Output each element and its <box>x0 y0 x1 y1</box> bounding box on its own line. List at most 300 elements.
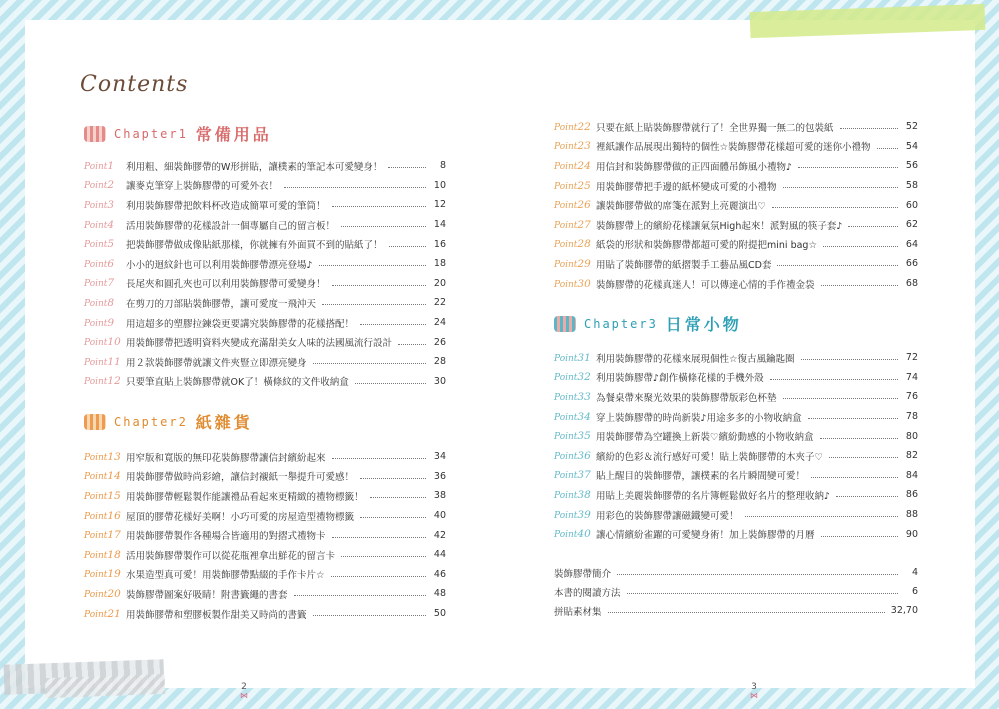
entry-title: 用裝飾膠帶把透明資料夾變成充滿甜美女人味的法國風流行設計 <box>126 338 393 350</box>
toc-entry[interactable] <box>84 332 446 352</box>
page-reference: 44 <box>433 549 446 561</box>
page-reference: 84 <box>905 469 918 481</box>
toc-entry[interactable] <box>554 446 918 466</box>
page-reference: 50 <box>433 608 446 620</box>
entry-title: 拼貼素材集 <box>554 606 602 618</box>
leader-dots <box>313 615 426 616</box>
entry-title: 只要筆直貼上裝飾膠帶就OK了！橫條紋的文件收納盒 <box>126 377 349 389</box>
point-prefix: Point <box>554 530 578 541</box>
leader-dots <box>331 576 426 577</box>
leader-dots <box>783 187 898 188</box>
point-digit: 34 <box>577 410 591 423</box>
point-digit: 26 <box>577 199 591 212</box>
leader-dots <box>811 477 898 478</box>
entry-title: 裝飾膠帶的花樣真迷人！可以傳達心情的手作禮金袋 <box>596 279 815 291</box>
point-number <box>554 391 596 403</box>
tape-roll-icon <box>554 316 576 332</box>
point-digit: 15 <box>107 489 121 502</box>
toc-entry[interactable] <box>554 407 918 427</box>
point-number <box>554 160 596 172</box>
entry-title: 用這超多的塑膠拉鍊袋更要講究裝飾膠帶的花樣搭配！ <box>126 318 355 330</box>
toc-entry[interactable] <box>554 368 918 388</box>
point-digit: 16 <box>107 509 121 522</box>
toc-entry[interactable] <box>84 565 446 585</box>
toc-entry[interactable] <box>84 447 446 467</box>
point-prefix: Point <box>554 279 578 290</box>
toc-entry[interactable] <box>554 466 918 486</box>
page-number-text: 3 <box>751 682 757 692</box>
toc-entry[interactable] <box>84 254 446 274</box>
toc-entry[interactable] <box>84 195 446 215</box>
leader-dots <box>294 595 426 596</box>
point-prefix: Point <box>84 531 108 542</box>
leader-dots <box>332 206 426 207</box>
point-number <box>554 238 596 250</box>
point-number <box>84 451 126 463</box>
page-reference: 80 <box>905 430 918 442</box>
page-reference: 60 <box>905 199 918 211</box>
point-number <box>84 588 126 600</box>
point-digit: 11 <box>107 355 121 368</box>
entry-title: 把裝飾膠帶做成像貼紙那樣，你就擁有外面買不到的貼紙了！ <box>126 240 383 252</box>
entry-title: 屋頂的膠帶花樣好美啊！小巧可愛的房屋造型禮物標籤 <box>126 511 355 523</box>
point-number <box>84 336 126 348</box>
page-number-left <box>234 682 254 700</box>
point-digit: 30 <box>577 277 591 290</box>
point-digit: 31 <box>577 351 591 364</box>
page-reference: 30 <box>433 375 446 387</box>
point-number <box>84 179 126 191</box>
point-digit: 36 <box>577 449 591 462</box>
toc-entry[interactable] <box>84 545 446 565</box>
chapter-name: 紙雜貨 <box>195 413 253 432</box>
page-reference: 90 <box>905 528 918 540</box>
point-prefix: Point <box>84 589 108 600</box>
point-digit: 39 <box>577 508 591 521</box>
page-reference: 4 <box>911 567 918 578</box>
page-reference: 52 <box>905 121 918 133</box>
entry-title: 用彩色的裝飾膠帶讓磁鐵變可愛！ <box>596 510 739 522</box>
leader-dots <box>332 537 426 538</box>
toc-entry[interactable] <box>84 352 446 372</box>
leader-dots <box>332 458 426 459</box>
point-digit: 12 <box>107 375 121 388</box>
point-number <box>554 121 596 133</box>
toc-entry[interactable] <box>84 525 446 545</box>
toc-entry[interactable] <box>84 467 446 487</box>
leader-dots <box>319 265 426 266</box>
contents-title: Contents <box>80 72 189 97</box>
point-number <box>84 199 126 211</box>
toc-entry[interactable] <box>554 137 918 157</box>
page-reference: 24 <box>433 317 446 329</box>
leader-dots <box>389 246 426 247</box>
leader-dots <box>848 226 898 227</box>
chapter-name: 日常小物 <box>665 315 742 334</box>
entry-title: 水果造型真可愛！用裝飾膠帶點綴的手作卡片☆ <box>126 570 325 582</box>
toc-entry[interactable] <box>554 235 918 255</box>
toc-entry[interactable] <box>84 313 446 333</box>
chapter-2-list <box>84 447 446 623</box>
page-reference: 34 <box>433 451 446 463</box>
toc-entry[interactable] <box>84 176 446 196</box>
entry-title: 繽紛的色彩＆流行感好可愛！貼上裝飾膠帶的木夾子♡ <box>596 451 824 463</box>
point-prefix: Point <box>554 432 578 443</box>
leader-dots <box>388 167 426 168</box>
page-reference: 8 <box>439 160 446 172</box>
entry-title: 利用裝飾膠帶♪創作橫條花樣的手機外殼 <box>596 373 764 385</box>
toc-entry[interactable] <box>554 387 918 407</box>
point-digit: 7 <box>107 277 115 290</box>
point-prefix: Point <box>84 259 108 270</box>
point-digit: 24 <box>577 159 591 172</box>
leader-dots <box>836 496 898 497</box>
toc-entry[interactable] <box>554 582 918 601</box>
point-digit: 6 <box>107 257 115 270</box>
point-digit: 9 <box>107 316 115 329</box>
point-number <box>84 277 126 289</box>
point-prefix: Point <box>84 298 108 309</box>
point-prefix: Point <box>554 122 578 133</box>
entry-title: 用裝飾膠帶把手邊的紙杯變成可愛的小禮物 <box>596 181 777 193</box>
chapter-label: Chapter3 <box>584 316 658 331</box>
point-number <box>84 356 126 368</box>
toc-entry[interactable] <box>554 426 918 446</box>
page-reference: 82 <box>905 450 918 462</box>
point-number <box>84 549 126 561</box>
point-digit: 3 <box>107 198 115 211</box>
decorative-tape-grey-2 <box>45 674 166 698</box>
point-prefix: Point <box>84 318 108 329</box>
page-reference: 26 <box>433 336 446 348</box>
point-prefix: Point <box>554 490 578 501</box>
point-digit: 38 <box>577 488 591 501</box>
leader-dots <box>360 478 426 479</box>
point-digit: 4 <box>107 218 115 231</box>
point-number <box>84 258 126 270</box>
toc-entry[interactable] <box>84 486 446 506</box>
entry-title: 用信封和裝飾膠帶做的正四面體吊飾風小禮物♪ <box>596 161 793 173</box>
page-reference: 72 <box>905 352 918 364</box>
leader-dots <box>341 226 426 227</box>
chapter-label: Chapter2 <box>114 414 188 429</box>
page-reference: 36 <box>433 470 446 482</box>
ribbon-icon: ⋈ <box>750 691 758 700</box>
leader-dots <box>341 556 426 557</box>
leader-dots <box>798 167 898 168</box>
point-number <box>84 608 126 620</box>
point-digit: 13 <box>107 450 121 463</box>
toc-entry[interactable] <box>554 348 918 368</box>
page-reference: 22 <box>433 297 446 309</box>
toc-entry[interactable] <box>84 604 446 624</box>
leader-dots <box>821 536 898 537</box>
toc-entry[interactable] <box>84 234 446 254</box>
point-number <box>554 219 596 231</box>
entry-title: 讓裝飾膠帶做的席箋在派對上亮麗演出♡ <box>596 201 767 213</box>
point-number <box>554 528 596 540</box>
page-reference: 20 <box>433 277 446 289</box>
leader-dots <box>284 187 426 188</box>
point-number <box>84 219 126 231</box>
leader-dots <box>801 359 898 360</box>
page-reference: 88 <box>905 509 918 521</box>
page-reference: 38 <box>433 490 446 502</box>
point-prefix: Point <box>84 472 108 483</box>
entry-title: 讓心情繽紛雀躍的可愛變身術！加上裝飾膠帶的月曆 <box>596 530 815 542</box>
point-prefix: Point <box>84 181 108 192</box>
page-reference: 62 <box>905 219 918 231</box>
point-prefix: Point <box>84 452 108 463</box>
point-prefix: Point <box>554 392 578 403</box>
toc-entry[interactable] <box>84 293 446 313</box>
page-reference: 74 <box>905 371 918 383</box>
point-prefix: Point <box>84 357 108 368</box>
point-number <box>554 140 596 152</box>
leader-dots <box>777 265 898 266</box>
entry-title: 用窄版和寬版的無印花裝飾膠帶讓信封繽紛起來 <box>126 452 326 464</box>
point-digit: 28 <box>577 238 591 251</box>
point-number <box>554 430 596 442</box>
point-number <box>84 510 126 522</box>
entry-title: 用２款裝飾膠帶就讓文件夾豎立即漂亮變身 <box>126 357 307 369</box>
leader-dots <box>745 516 898 517</box>
leader-dots <box>355 383 426 384</box>
chapter-label: Chapter1 <box>114 126 188 141</box>
entry-title: 用裝飾膠帶為空罐換上新裝♡繽紛動感的小物收納盒 <box>596 432 814 444</box>
page-reference: 42 <box>433 529 446 541</box>
page-reference: 76 <box>905 391 918 403</box>
page-number-right <box>744 682 764 700</box>
point-number <box>84 297 126 309</box>
point-digit: 37 <box>577 469 591 482</box>
leader-dots <box>820 438 898 439</box>
point-prefix: Point <box>554 451 578 462</box>
point-number <box>554 489 596 501</box>
point-number <box>84 568 126 580</box>
entry-title: 為餐桌帶來聚光效果的裝飾膠帶版彩色杯墊 <box>596 392 777 404</box>
point-prefix: Point <box>84 377 108 388</box>
page-reference: 86 <box>905 489 918 501</box>
leader-dots <box>783 398 898 399</box>
point-number <box>554 450 596 462</box>
leader-dots <box>823 246 898 247</box>
entry-title: 活用裝飾膠帶製作可以從花瓶裡拿出鮮花的留言卡 <box>126 550 336 562</box>
point-digit: 18 <box>107 548 121 561</box>
point-digit: 21 <box>107 607 121 620</box>
toc-entry[interactable] <box>84 215 446 235</box>
page-reference: 16 <box>433 238 446 250</box>
page-reference: 10 <box>433 179 446 191</box>
point-number <box>554 509 596 521</box>
entry-title: 裝飾膠帶圖案好吸睛！附書籤繩的書套 <box>126 589 288 601</box>
entry-title: 裡紙讓作品展現出獨特的個性☆裝飾膠帶花樣超可愛的迷你小禮物 <box>596 142 871 154</box>
leader-dots <box>840 128 898 129</box>
point-number <box>84 470 126 482</box>
toc-entry[interactable] <box>554 254 918 274</box>
point-prefix: Point <box>84 200 108 211</box>
point-number <box>84 317 126 329</box>
toc-entry[interactable] <box>554 156 918 176</box>
point-prefix: Point <box>554 142 578 153</box>
toc-entry[interactable] <box>554 274 918 294</box>
point-number <box>554 199 596 211</box>
entry-title: 活用裝飾膠帶的花樣設計一個專屬自己的留言板！ <box>126 220 336 232</box>
point-prefix: Point <box>84 491 108 502</box>
tape-roll-icon <box>84 126 106 142</box>
leader-dots <box>322 304 426 305</box>
toc-entry[interactable] <box>554 601 918 620</box>
entry-title: 本書的閱讀方法 <box>554 587 621 599</box>
point-prefix: Point <box>554 412 578 423</box>
toc-entry[interactable] <box>554 176 918 196</box>
point-prefix: Point <box>554 201 578 212</box>
point-number <box>84 375 126 387</box>
leader-dots <box>398 344 426 345</box>
point-digit: 5 <box>107 238 115 251</box>
point-prefix: Point <box>554 471 578 482</box>
point-digit: 1 <box>107 159 115 172</box>
point-digit: 22 <box>577 120 591 133</box>
entry-title: 裝飾膠帶上的繽紛花樣讓氣氛High起來！派對風的筷子套♪ <box>596 220 843 232</box>
point-digit: 32 <box>577 371 591 384</box>
point-prefix: Point <box>84 279 108 290</box>
point-prefix: Point <box>554 161 578 172</box>
leader-dots <box>770 379 898 380</box>
chapter-3-list <box>554 348 918 544</box>
point-digit: 8 <box>107 296 115 309</box>
toc-entry[interactable] <box>554 117 918 137</box>
point-digit: 25 <box>577 179 591 192</box>
entry-title: 用裝飾膠帶輕鬆製作能讓禮品看起來更精緻的禮物標籤！ <box>126 491 364 503</box>
leader-dots <box>772 207 898 208</box>
point-prefix: Point <box>554 240 578 251</box>
point-prefix: Point <box>84 570 108 581</box>
page-reference: 78 <box>905 411 918 423</box>
point-number <box>84 160 126 172</box>
page-reference: 32,70 <box>890 605 918 616</box>
leader-dots <box>617 574 898 575</box>
entry-title: 利用裝飾膠帶的花樣來展現個性☆復古風鑰匙圈 <box>596 353 795 365</box>
point-number <box>554 258 596 270</box>
entry-title: 穿上裝飾膠帶的時尚新裝♪用途多多的小物收納盒 <box>596 412 802 424</box>
points-22-30-list <box>554 117 918 293</box>
page-reference: 48 <box>433 588 446 600</box>
point-number <box>84 529 126 541</box>
entry-title: 在剪刀的刀部貼裝飾膠帶，讓可愛度一飛沖天 <box>126 298 317 310</box>
page-reference: 58 <box>905 180 918 192</box>
entry-title: 只要在紙上貼裝飾膠帶就行了！全世界獨一無二的包裝紙 <box>596 122 834 134</box>
page-reference: 64 <box>905 238 918 250</box>
point-number <box>554 352 596 364</box>
page-reference: 40 <box>433 510 446 522</box>
leader-dots <box>332 285 426 286</box>
leader-dots <box>829 457 898 458</box>
chapter-2-heading <box>84 410 253 433</box>
page-reference: 66 <box>905 258 918 270</box>
point-prefix: Point <box>84 338 108 349</box>
point-number <box>554 371 596 383</box>
point-number <box>84 490 126 502</box>
point-number <box>554 278 596 290</box>
appendix-list <box>554 563 918 620</box>
leader-dots <box>608 612 885 613</box>
point-number <box>554 411 596 423</box>
entry-title: 讓麥克筆穿上裝飾膠帶的可愛外衣！ <box>126 181 279 193</box>
point-prefix: Point <box>554 181 578 192</box>
page-reference: 14 <box>433 219 446 231</box>
entry-title: 用裝飾膠帶製作各種場合皆適用的對摺式禮物卡 <box>126 531 326 543</box>
entry-title: 利用粗、細裝飾膠帶的W形拼貼，讓樸素的筆記本可愛變身！ <box>126 161 383 173</box>
entry-title: 利用裝飾膠帶把飲料杯改造成簡單可愛的筆筒！ <box>126 200 326 212</box>
leader-dots <box>360 517 426 518</box>
entry-title: 貼上醒目的裝飾膠帶，讓樸素的名片瞬間變可愛！ <box>596 471 806 483</box>
point-prefix: Point <box>554 259 578 270</box>
entry-title: 紙袋的形狀和裝飾膠帶都超可愛的附提把mini bag☆ <box>596 240 817 252</box>
toc-entry[interactable] <box>554 215 918 235</box>
point-digit: 33 <box>577 390 591 403</box>
point-digit: 35 <box>577 430 591 443</box>
entry-title: 用貼了裝飾膠帶的紙摺製手工藝品風CD套 <box>596 259 772 271</box>
point-digit: 14 <box>107 470 121 483</box>
toc-entry[interactable] <box>84 584 446 604</box>
chapter-1-heading <box>84 122 272 145</box>
toc-entry[interactable] <box>554 563 918 582</box>
toc-entry[interactable] <box>84 372 446 392</box>
page-reference: 46 <box>433 568 446 580</box>
point-digit: 29 <box>577 257 591 270</box>
toc-entry[interactable] <box>554 195 918 215</box>
page-reference: 12 <box>433 199 446 211</box>
entry-title: 裝飾膠帶簡介 <box>554 568 612 580</box>
page-reference: 68 <box>905 278 918 290</box>
entry-title: 用裝飾膠帶做時尚彩繪，讓信封襯紙一舉提升可愛感！ <box>126 472 355 484</box>
entry-title: 長尾夾和圓孔夾也可以利用裝飾膠帶可愛變身！ <box>126 279 326 291</box>
point-prefix: Point <box>84 609 108 620</box>
toc-entry[interactable] <box>84 274 446 294</box>
point-prefix: Point <box>84 511 108 522</box>
point-prefix: Point <box>84 161 108 172</box>
point-prefix: Point <box>554 353 578 364</box>
point-digit: 19 <box>107 568 121 581</box>
tape-roll-icon <box>84 414 106 430</box>
page-reference: 28 <box>433 356 446 368</box>
leader-dots <box>808 418 898 419</box>
toc-entry[interactable] <box>84 506 446 526</box>
point-prefix: Point <box>84 550 108 561</box>
point-digit: 20 <box>107 587 121 600</box>
point-digit: 2 <box>107 179 115 192</box>
chapter-name: 常備用品 <box>195 125 272 144</box>
point-number <box>554 469 596 481</box>
toc-entry[interactable] <box>84 156 446 176</box>
toc-entry[interactable] <box>554 505 918 525</box>
leader-dots <box>370 497 426 498</box>
point-number <box>84 238 126 250</box>
toc-entry[interactable] <box>554 524 918 544</box>
page-reference: 56 <box>905 160 918 172</box>
leader-dots <box>821 285 898 286</box>
entry-title: 用貼上美麗裝飾膠帶的名片簿輕鬆做好名片的整理收納♪ <box>596 490 831 502</box>
point-prefix: Point <box>554 373 578 384</box>
point-digit: 23 <box>577 140 591 153</box>
page-number-text: 2 <box>241 682 247 692</box>
toc-entry[interactable] <box>554 485 918 505</box>
point-digit: 27 <box>577 218 591 231</box>
leader-dots <box>313 363 426 364</box>
point-prefix: Point <box>84 240 108 251</box>
chapter-3-heading <box>554 312 742 335</box>
